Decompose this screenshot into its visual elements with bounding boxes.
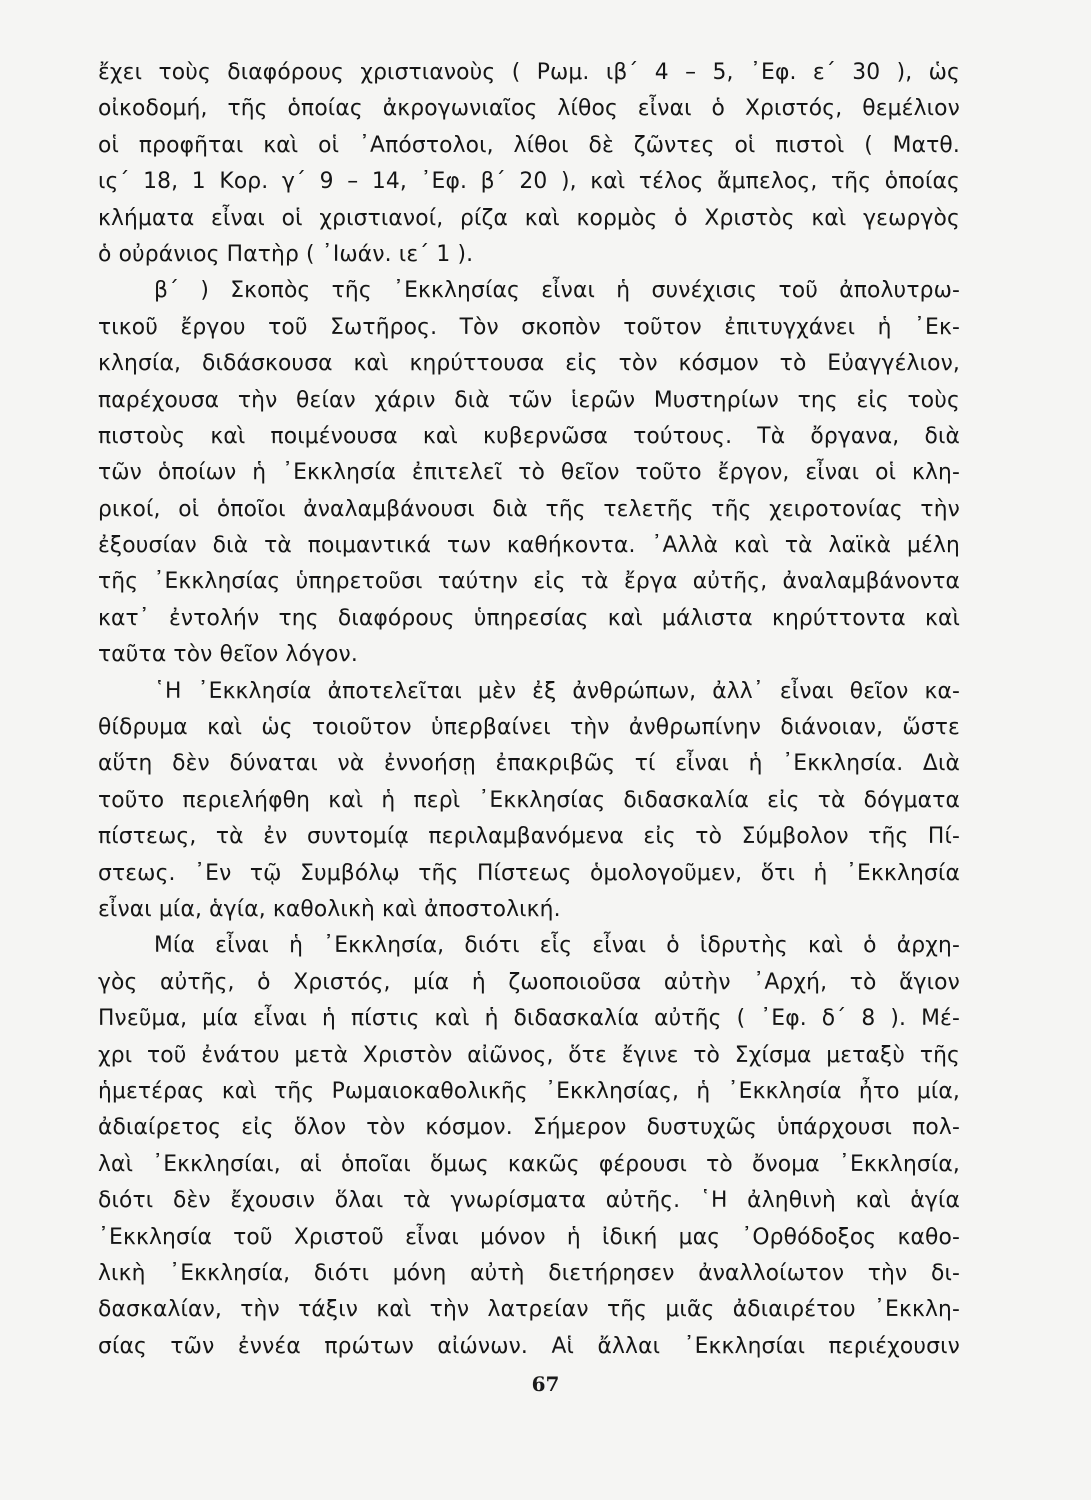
body-text	[98, 55, 960, 1365]
text-line: τοῦτο περιελήφθη καὶ ἡ περὶ ᾿Εκκλησίας διδασκαλία εἰς τὰ δόγματα	[98, 787, 960, 813]
text-line: β΄ ) Σκοπὸς τῆς ᾿Εκκλησίας εἶναι ἡ συνέχισις τοῦ ἀπολυτρω-	[154, 278, 960, 304]
text-line: ρικοί, οἱ ὁποῖοι ἀναλαμβάνουσι διὰ τῆς τελετῆς τῆς χειροτονίας τὴν	[98, 496, 960, 522]
text-line: γὸς αὐτῆς, ὁ Χριστός, μία ἡ ζωοποιοῦσα αὐτὴν ᾿Αρχή, τὸ ἅγιον	[98, 969, 960, 995]
text-line: σίας τῶν ἐννέα πρώτων αἰώνων. Αἱ ἄλλαι ᾿Εκκλησίαι περιέχουσιν	[98, 1333, 960, 1359]
text-line: ἡμετέρας καὶ τῆς Ρωμαιοκαθολικῆς ᾿Εκκλησίας, ἡ ᾿Εκκλησία ἦτο μία,	[98, 1078, 960, 1104]
text-line: χρι τοῦ ἐνάτου μετὰ Χριστὸν αἰῶνος, ὅτε ἔγινε τὸ Σχίσμα μεταξὺ τῆς	[98, 1042, 960, 1068]
text-line: κατ᾿ ἐντολήν της διαφόρους ὑπηρεσίας καὶ μάλιστα κηρύττοντα καὶ	[98, 605, 960, 631]
text-line: πίστεως, τὰ ἐν συντομίᾳ περιλαμβανόμενα εἰς τὸ Σύμβολον τῆς Πί-	[98, 824, 960, 850]
text-line: ᾿Εκκλησία τοῦ Χριστοῦ εἶναι μόνον ἡ ἰδική μας ᾿Ορθόδοξος καθο-	[98, 1224, 960, 1250]
text-line: κλήματα εἶναι οἱ χριστιανοί, ρίζα καὶ κορμὸς ὁ Χριστὸς καὶ γεωργὸς	[98, 205, 960, 231]
text-line: ἔχει τοὺς διαφόρους χριστιανοὺς ( Ρωμ. ιβ΄ 4 – 5, ᾿Εφ. ε΄ 30 ), ὡς	[98, 60, 960, 85]
text-line: ἀδιαίρετος εἰς ὅλον τὸν κόσμον. Σήμερον δυστυχῶς ὑπάρχουσι πολ-	[98, 1115, 960, 1141]
text-line: ις΄ 18, 1 Κορ. γ΄ 9 – 14, ᾿Εφ. β΄ 20 ), καὶ τέλος ἄμπελος, τῆς ὁποίας	[98, 169, 960, 195]
text-line: Μία εἶναι ἡ ᾿Εκκλησία, διότι εἷς εἶναι ὁ ἱδρυτὴς καὶ ὁ ἀρχη-	[154, 933, 960, 959]
text-line: ἐξουσίαν διὰ τὰ ποιμαντικά των καθήκοντα. ᾿Αλλὰ καὶ τὰ λαϊκὰ μέλη	[98, 533, 960, 559]
text-line: πιστοὺς καὶ ποιμένουσα καὶ κυβερνῶσα τούτους. Τὰ ὄργανα, διὰ	[98, 423, 960, 449]
text-line: αὕτη δὲν δύναται νὰ ἐννοήσῃ ἐπακριβῶς τί εἶναι ἡ ᾿Εκκλησία. Διὰ	[98, 751, 960, 777]
text-line: εἶναι μία, ἁγία, καθολικὴ καὶ ἀποστολική.	[98, 896, 561, 922]
text-line: παρέχουσα τὴν θείαν χάριν διὰ τῶν ἱερῶν Μυστηρίων της εἰς τοὺς	[98, 387, 960, 413]
text-line: τῶν ὁποίων ἡ ᾿Εκκλησία ἐπιτελεῖ τὸ θεῖον τοῦτο ἔργον, εἶναι οἱ κλη-	[98, 460, 960, 486]
text-line: τῆς ᾿Εκκλησίας ὑπηρετοῦσι ταύτην εἰς τὰ ἔργα αὐτῆς, ἀναλαμβάνοντα	[98, 569, 960, 595]
text-line: διότι δὲν ἔχουσιν ὅλαι τὰ γνωρίσματα αὐτῆς. ῾Η ἀληθινὴ καὶ ἁγία	[98, 1188, 960, 1214]
text-line: δασκαλίαν, τὴν τάξιν καὶ τὴν λατρείαν τῆς μιᾶς ἀδιαιρέτου ᾿Εκκλη-	[98, 1297, 960, 1323]
text-line: λικὴ ᾿Εκκλησία, διότι μόνη αὐτὴ διετήρησεν ἀναλλοίωτον τὴν δι-	[98, 1260, 960, 1286]
text-line: Πνεῦμα, μία εἶναι ἡ πίστις καὶ ἡ διδασκαλία αὐτῆς ( ᾿Εφ. δ΄ 8 ). Μέ-	[98, 1006, 960, 1032]
text-line: κλησία, διδάσκουσα καὶ κηρύττουσα εἰς τὸν κόσμον τὸ Εὐαγγέλιον,	[98, 351, 960, 377]
text-line: ταῦτα τὸν θεῖον λόγον.	[98, 642, 358, 668]
text-line: τικοῦ ἔργου τοῦ Σωτῆρος. Τὸν σκοπὸν τοῦτον ἐπιτυγχάνει ἡ ᾿Εκ-	[98, 314, 960, 340]
text-line: λαὶ ᾿Εκκλησίαι, αἱ ὁποῖαι ὅμως κακῶς φέρουσι τὸ ὄνομα ᾿Εκκλησία,	[98, 1151, 960, 1177]
text-line: θίδρυμα καὶ ὡς τοιοῦτον ὑπερβαίνει τὴν ἀνθρωπίνην διάνοιαν, ὥστε	[98, 715, 960, 741]
page-number: 67	[531, 1372, 560, 1396]
text-line: οἰκοδομή, τῆς ὁποίας ἀκρογωνιαῖος λίθος εἶναι ὁ Χριστός, θεμέλιον	[98, 96, 960, 122]
text-line: στεως. ᾿Εν τῷ Συμβόλῳ τῆς Πίστεως ὁμολογοῦμεν, ὅτι ἡ ᾿Εκκλησία	[98, 860, 960, 886]
text-line: ὁ οὐράνιος Πατὴρ ( ᾿Ιωάν. ιε΄ 1 ).	[98, 241, 474, 267]
text-line: οἱ προφῆται καὶ οἱ ᾿Απόστολοι, λίθοι δὲ ζῶντες οἱ πιστοὶ ( Ματθ.	[98, 132, 960, 158]
text-line: ῾Η ᾿Εκκλησία ἀποτελεῖται μὲν ἐξ ἀνθρώπων, ἀλλ᾿ εἶναι θεῖον κα-	[154, 678, 960, 704]
